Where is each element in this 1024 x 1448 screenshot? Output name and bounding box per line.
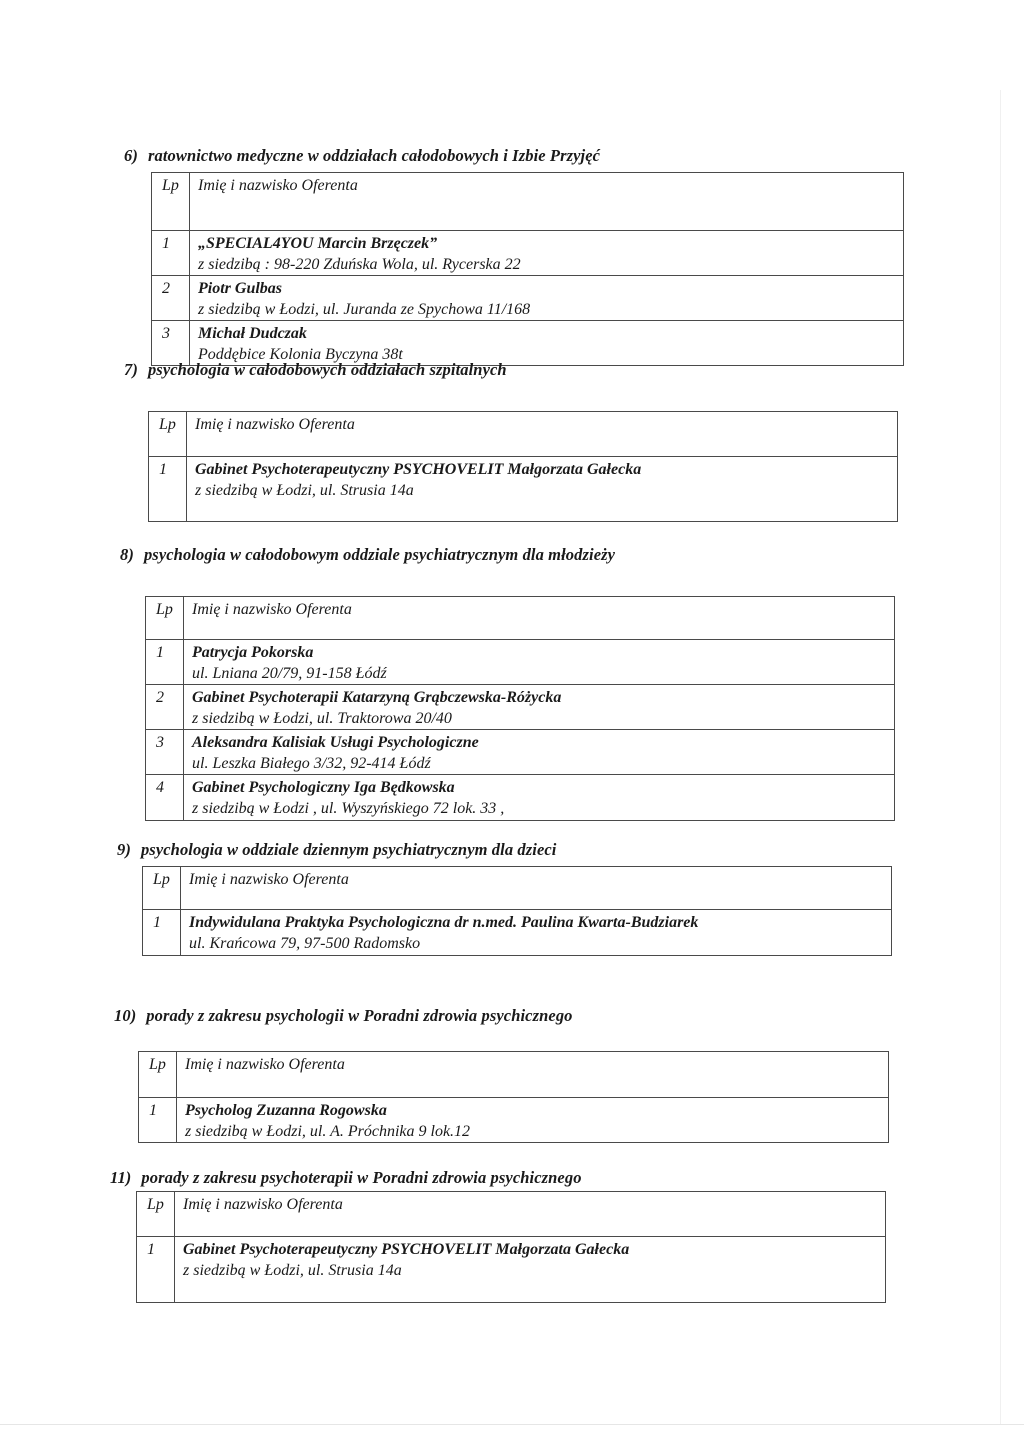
table-header-row <box>139 1052 889 1098</box>
col-name-header: Imię i nazwisko Oferenta <box>177 1052 889 1098</box>
offerer-name: „SPECIAL4YOU Marcin Brzęczek” <box>198 235 438 252</box>
row-lp: 2 <box>146 685 184 730</box>
offerer-name: Piotr Gulbas <box>198 280 283 297</box>
row-lp: 4 <box>146 775 184 821</box>
col-lp-header: Lp <box>146 597 184 640</box>
section-number: 9) <box>117 840 131 859</box>
row-offerer <box>187 457 898 522</box>
row-offerer <box>175 1237 886 1303</box>
offerer-address: Poddębice Kolonia Byczyna 38t <box>198 346 403 363</box>
offerer-address: z siedzibą w Łodzi, ul. A. Próchnika 9 lok.12 <box>185 1123 471 1140</box>
table-row <box>143 910 892 956</box>
offerer-name: Patrycja Pokorska <box>192 644 314 661</box>
section-number: 11) <box>110 1168 132 1187</box>
section-number: 10) <box>114 1006 137 1025</box>
table-row <box>146 640 895 685</box>
offerer-address: z siedzibą w Łodzi, ul. Traktorowa 20/40 <box>192 710 452 727</box>
section-8-heading <box>120 545 615 565</box>
offerer-address: z siedzibą w Łodzi, ul. Juranda ze Spychowa 11/168 <box>198 301 531 318</box>
table-row <box>152 276 904 321</box>
table-row <box>152 321 904 366</box>
offerer-name: Psycholog Zuzanna Rogowska <box>185 1102 387 1119</box>
row-lp: 1 <box>149 457 187 522</box>
offers-table-10 <box>138 1051 889 1143</box>
offerer-name: Gabinet Psychoterapii Katarzyną Grąbczewska-Różycka <box>192 689 562 706</box>
section-title: porady z zakresu psychologii w Poradni zdrowia psychicznego <box>146 1006 573 1025</box>
row-offerer <box>184 730 895 775</box>
table-header-row <box>149 412 898 457</box>
section-6-heading <box>124 146 600 166</box>
section-10-heading <box>114 1006 573 1026</box>
section-title: psychologia w całodobowym oddziale psychiatrycznym dla młodzieży <box>143 545 616 564</box>
section-title: psychologia w oddziale dziennym psychiatrycznym dla dzieci <box>140 840 557 859</box>
section-number: 8) <box>120 545 134 564</box>
table-row <box>137 1237 886 1303</box>
table-header-row <box>143 867 892 910</box>
table-header-row <box>137 1192 886 1237</box>
table-row <box>139 1098 889 1143</box>
table-header-row <box>146 597 895 640</box>
row-lp: 3 <box>152 321 190 366</box>
col-name-header: Imię i nazwisko Oferenta <box>175 1192 886 1237</box>
offerer-name: Michał Dudczak <box>198 325 307 342</box>
offerer-address: z siedzibą : 98-220 Zduńska Wola, ul. Rycerska 22 <box>198 256 521 273</box>
offerer-name: Gabinet Psychologiczny Iga Będkowska <box>192 779 455 796</box>
offerer-name: Gabinet Psychoterapeutyczny PSYCHOVELIT Małgorzata Gałecka <box>183 1241 630 1258</box>
row-lp: 1 <box>143 910 181 956</box>
offerer-address: ul. Leszka Białego 3/32, 92-414 Łódź <box>192 755 431 772</box>
offers-table-6 <box>151 172 904 366</box>
row-offerer <box>177 1098 889 1143</box>
offerer-address: z siedzibą w Łodzi, ul. Strusia 14a <box>195 482 414 499</box>
col-name-header: Imię i nazwisko Oferenta <box>187 412 898 457</box>
row-lp: 2 <box>152 276 190 321</box>
offers-table-7 <box>148 411 898 522</box>
offerer-address: ul. Lniana 20/79, 91-158 Łódź <box>192 665 387 682</box>
row-offerer <box>190 321 904 366</box>
col-lp-header: Lp <box>152 173 190 231</box>
section-11-heading <box>110 1168 582 1188</box>
section-7-heading <box>124 360 507 380</box>
col-lp-header: Lp <box>139 1052 177 1098</box>
col-name-header: Imię i nazwisko Oferenta <box>181 867 892 910</box>
col-lp-header: Lp <box>143 867 181 910</box>
row-lp: 1 <box>152 231 190 276</box>
col-lp-header: Lp <box>137 1192 175 1237</box>
offerer-address: ul. Krańcowa 79, 97-500 Radomsko <box>189 935 421 952</box>
offerer-address: z siedzibą w Łodzi , ul. Wyszyńskiego 72 lok. 33 , <box>192 800 505 817</box>
row-offerer <box>184 775 895 821</box>
row-lp: 1 <box>146 640 184 685</box>
row-lp: 1 <box>137 1237 175 1303</box>
offers-table-11 <box>136 1191 886 1303</box>
col-name-header: Imię i nazwisko Oferenta <box>190 173 904 231</box>
table-row <box>149 457 898 522</box>
page-edge-shadow <box>1000 90 1001 1424</box>
table-row <box>146 775 895 821</box>
section-9-heading <box>117 840 556 860</box>
section-title: ratownictwo medyczne w oddziałach całodobowych i Izbie Przyjęć <box>147 146 601 165</box>
table-row <box>152 231 904 276</box>
table-header-row <box>152 173 904 231</box>
section-number: 7) <box>124 360 138 379</box>
row-lp: 1 <box>139 1098 177 1143</box>
row-offerer <box>190 231 904 276</box>
section-number: 6) <box>124 146 138 165</box>
offerer-address: z siedzibą w Łodzi, ul. Strusia 14a <box>183 1262 402 1279</box>
offerer-name: Gabinet Psychoterapeutyczny PSYCHOVELIT Małgorzata Gałecka <box>195 461 642 478</box>
row-offerer <box>184 685 895 730</box>
row-offerer <box>181 910 892 956</box>
row-offerer <box>190 276 904 321</box>
col-name-header: Imię i nazwisko Oferenta <box>184 597 895 640</box>
offers-table-8 <box>145 596 895 821</box>
col-lp-header: Lp <box>149 412 187 457</box>
offers-table-9 <box>142 866 892 956</box>
section-title: psychologia w całodobowych oddziałach szpitalnych <box>147 360 507 379</box>
page-bottom-edge <box>0 1424 1024 1425</box>
offerer-name: Indywidulana Praktyka Psychologiczna dr n.med. Paulina Kwarta-Budziarek <box>189 914 699 931</box>
section-title: porady z zakresu psychoterapii w Poradni zdrowia psychicznego <box>141 1168 582 1187</box>
offerer-name: Aleksandra Kalisiak Usługi Psychologiczne <box>192 734 479 751</box>
row-lp: 3 <box>146 730 184 775</box>
table-row <box>146 685 895 730</box>
row-offerer <box>184 640 895 685</box>
table-row <box>146 730 895 775</box>
